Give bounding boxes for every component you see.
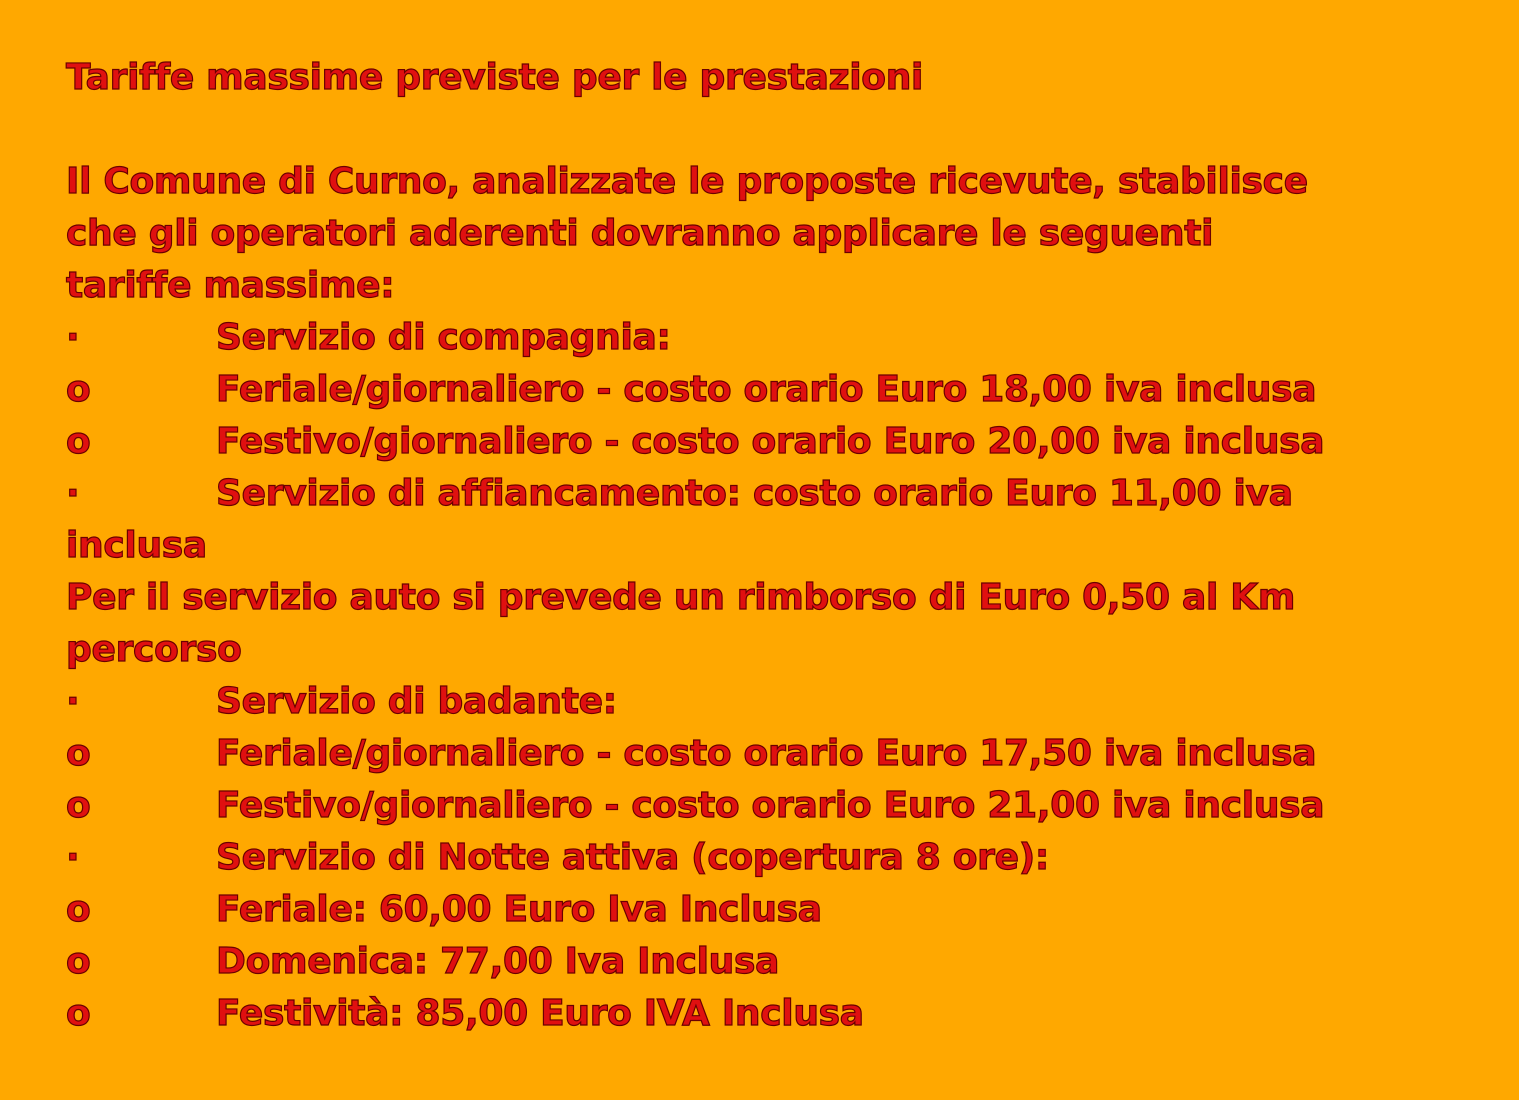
service-label: Servizio di badante: <box>216 681 617 722</box>
service-label-continuation: inclusa <box>66 525 207 566</box>
tariff-notice <box>66 52 1486 1040</box>
tariff-text: Feriale: 60,00 Euro Iva Inclusa <box>216 889 822 930</box>
auto-reimbursement-continuation: percorso <box>66 629 242 670</box>
sub-marker: o <box>66 785 91 826</box>
service-heading-badante <box>66 676 1486 728</box>
intro-line: Il Comune di Curno, analizzate le proposte ricevute, stabilisce <box>66 161 1308 202</box>
bullet-marker: · <box>66 473 80 514</box>
service-heading-compagnia <box>66 312 1486 364</box>
bullet-marker: · <box>66 317 80 358</box>
tariff-text: Feriale/giornaliero - costo orario Euro 18,00 iva inclusa <box>216 369 1317 410</box>
sub-marker: o <box>66 369 91 410</box>
tariff-text: Domenica: 77,00 Iva Inclusa <box>216 941 780 982</box>
service-heading-affiancamento <box>66 468 1486 520</box>
auto-reimbursement-line: Per il servizio auto si prevede un rimborso di Euro 0,50 al Km <box>66 577 1296 618</box>
sub-marker: o <box>66 733 91 774</box>
tariff-text: Festivo/giornaliero - costo orario Euro 20,00 iva inclusa <box>216 421 1325 462</box>
page-title: Tariffe massime previste per le prestazioni <box>66 57 924 98</box>
bullet-marker: · <box>66 681 80 722</box>
tariff-item <box>66 728 1486 780</box>
tariff-item <box>66 936 1486 988</box>
sub-marker: o <box>66 993 91 1034</box>
tariff-item <box>66 364 1486 416</box>
sub-marker: o <box>66 889 91 930</box>
service-label: Servizio di Notte attiva (copertura 8 ore): <box>216 837 1049 878</box>
tariff-item <box>66 988 1486 1040</box>
service-label: Servizio di compagnia: <box>216 317 671 358</box>
tariff-item <box>66 416 1486 468</box>
bullet-marker: · <box>66 837 80 878</box>
tariff-item <box>66 780 1486 832</box>
intro-line: tariffe massime: <box>66 265 395 306</box>
sub-marker: o <box>66 421 91 462</box>
tariff-text: Feriale/giornaliero - costo orario Euro 17,50 iva inclusa <box>216 733 1317 774</box>
tariff-text: Festività: 85,00 Euro IVA Inclusa <box>216 993 864 1034</box>
tariff-item <box>66 884 1486 936</box>
intro-line: che gli operatori aderenti dovranno applicare le seguenti <box>66 213 1214 254</box>
service-heading-notte <box>66 832 1486 884</box>
sub-marker: o <box>66 941 91 982</box>
service-label: Servizio di affiancamento: costo orario Euro 11,00 iva <box>216 473 1293 514</box>
tariff-text: Festivo/giornaliero - costo orario Euro 21,00 iva inclusa <box>216 785 1325 826</box>
